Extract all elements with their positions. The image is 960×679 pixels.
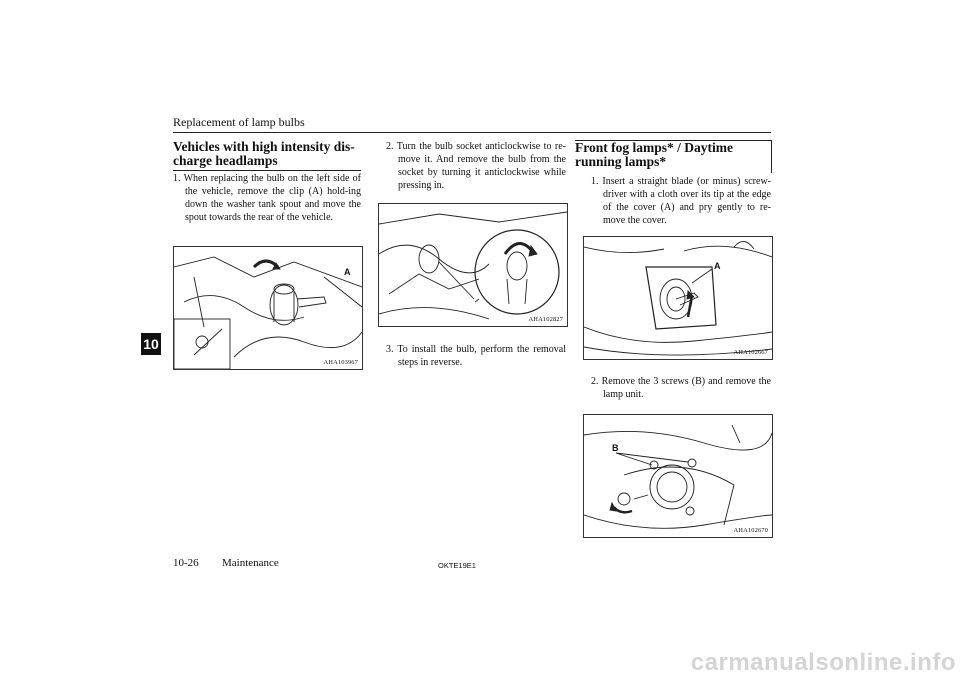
page-number: 10-26: [173, 557, 199, 569]
figure-fog-cover: [583, 236, 773, 360]
figure-code: AHA102667: [733, 349, 768, 356]
bulb-socket-illustration: [379, 204, 567, 326]
figure-code: AHA102670: [733, 527, 768, 534]
callout-a: A: [714, 261, 721, 271]
figure-code: AHA103967: [323, 359, 358, 366]
step-text: 3. To install the bulb, perform the removal steps in reverse.: [386, 344, 566, 368]
callout-b: B: [612, 443, 619, 453]
step-1-hid: [173, 172, 361, 224]
step-text: 1. Insert a straight blade (or minus) screw-driver with a cloth over its tip at the edge of the cover (A) and pry gently to re-move the cover.: [591, 176, 771, 226]
figure-bulb-socket: [378, 203, 568, 327]
step-text: 2. Remove the 3 screws (B) and remove the lamp unit.: [591, 376, 771, 400]
watermark: carmanualsonline.info: [690, 649, 956, 676]
step-2-fog: [591, 375, 771, 401]
running-head: Replacement of lamp bulbs: [173, 115, 305, 129]
fog-screws-illustration: [584, 415, 772, 537]
washer-clip-illustration: [174, 247, 362, 369]
header-rule: [173, 132, 771, 133]
section-title-hid-headlamps: Vehicles with high intensity dis-charge headlamps: [173, 140, 361, 171]
figure-washer-clip: [173, 246, 363, 370]
step-1-fog: [591, 175, 771, 227]
step-3-hid: [386, 343, 566, 369]
figure-fog-screws: [583, 414, 773, 538]
fog-cover-illustration: [584, 237, 772, 359]
doc-code: OKTE19E1: [438, 561, 476, 570]
section-title-fog-lamps: Front fog lamps* / Daytime running lamps*: [575, 140, 772, 173]
step-2-hid: [386, 140, 566, 192]
footer-section: Maintenance: [222, 557, 279, 569]
figure-code: AHA102827: [528, 316, 563, 323]
step-text: 1. When replacing the bulb on the left side of the vehicle, remove the clip (A) hold-ing down the washer tank spout and move the spout towards the rear of the vehicle.: [173, 173, 361, 223]
callout-a: A: [344, 267, 351, 277]
step-text: 2. Turn the bulb socket anticlockwise to re-move it. And remove the bulb from the socket by turning it anticlockwise while pressing in.: [386, 141, 566, 191]
chapter-tab: 10: [141, 333, 161, 355]
